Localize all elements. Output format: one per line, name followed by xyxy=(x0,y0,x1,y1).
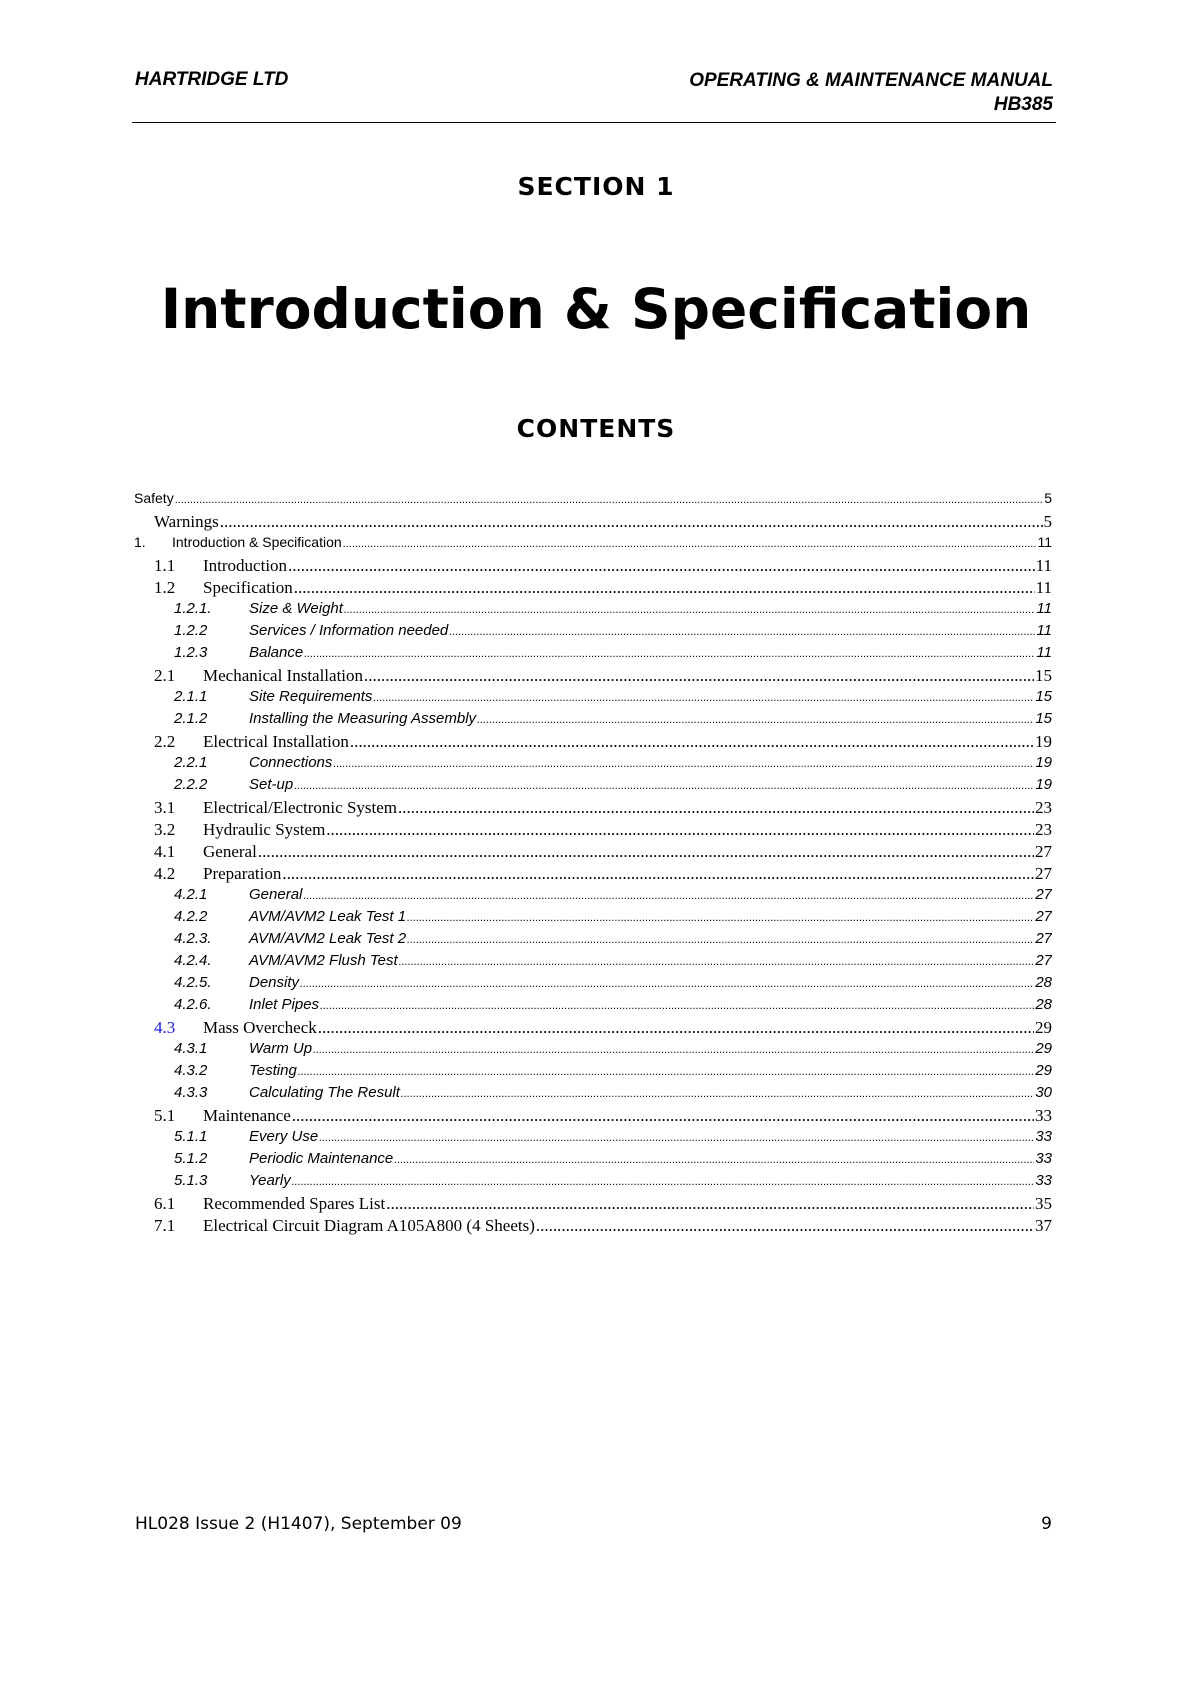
toc-dot-leader xyxy=(292,1172,1035,1189)
toc-entry-number: 4.3.2 xyxy=(174,1062,208,1079)
toc-entry-label: Testing xyxy=(249,1062,297,1079)
toc-entry-page: 27 xyxy=(1035,908,1052,925)
toc-dot-leader xyxy=(294,776,1034,793)
toc-entry[interactable] xyxy=(134,622,1052,644)
toc-entry-number: 4.2.4. xyxy=(174,952,212,969)
toc-entry[interactable] xyxy=(134,710,1052,732)
toc-entry[interactable] xyxy=(134,578,1052,600)
toc-entry-label: Hydraulic System xyxy=(203,820,326,839)
toc-entry-number: 1.2.2 xyxy=(174,622,208,639)
toc-dot-leader xyxy=(386,1194,1034,1214)
toc-entry[interactable] xyxy=(134,1128,1052,1150)
toc-entry-page: 37 xyxy=(1035,1216,1052,1235)
toc-entry-page: 33 xyxy=(1035,1150,1052,1167)
toc-entry-label: Inlet Pipes xyxy=(249,996,320,1013)
toc-entry-number: 4.3.1 xyxy=(174,1040,208,1057)
toc-entry-page: 33 xyxy=(1035,1106,1052,1125)
toc-entry-page: 27 xyxy=(1035,842,1052,861)
toc-entry[interactable] xyxy=(134,1062,1052,1084)
toc-entry-number: 2.2.1 xyxy=(174,754,208,771)
toc-dot-leader xyxy=(320,996,1034,1013)
footer-document-id: HL028 Issue 2 (H1407), September 09 xyxy=(135,1514,462,1534)
toc-entry-page: 11 xyxy=(1037,534,1052,550)
contents-heading: CONTENTS xyxy=(516,414,676,443)
toc-entry-page: 29 xyxy=(1035,1062,1052,1079)
toc-entry[interactable] xyxy=(134,490,1052,512)
toc-entry-number: 5.1.1 xyxy=(174,1128,208,1145)
toc-entry-number: 2.1 xyxy=(154,666,176,685)
toc-dot-leader xyxy=(313,1040,1034,1057)
toc-entry-number: 4.2.1 xyxy=(174,886,208,903)
toc-entry-page: 23 xyxy=(1035,820,1052,839)
toc-entry-label: Services / Information needed xyxy=(249,622,449,639)
toc-entry[interactable] xyxy=(134,732,1052,754)
toc-entry-label: Periodic Maintenance xyxy=(249,1150,394,1167)
toc-entry-number: 4.1 xyxy=(154,842,176,861)
toc-dot-leader xyxy=(294,578,1035,598)
toc-entry[interactable] xyxy=(134,534,1052,556)
toc-entry[interactable] xyxy=(134,1106,1052,1128)
toc-entry-label: Mechanical Installation xyxy=(203,666,364,685)
toc-entry-number: 1.2.3 xyxy=(174,644,208,661)
toc-entry-page: 28 xyxy=(1035,974,1052,991)
toc-entry-number: 1. xyxy=(134,534,146,550)
toc-entry-label: Electrical Installation xyxy=(203,732,349,751)
toc-entry[interactable] xyxy=(134,974,1052,996)
toc-entry-number: 7.1 xyxy=(154,1216,176,1235)
toc-entry-label: Introduction & Specification xyxy=(172,534,342,550)
toc-entry[interactable] xyxy=(134,820,1052,842)
toc-entry[interactable] xyxy=(134,1018,1052,1040)
toc-dot-leader xyxy=(407,908,1034,925)
toc-entry-page: 28 xyxy=(1035,996,1052,1013)
toc-entry-page: 11 xyxy=(1036,600,1052,617)
toc-entry[interactable] xyxy=(134,688,1052,710)
toc-entry-number: 4.2.5. xyxy=(174,974,212,991)
toc-entry-label: Electrical/Electronic System xyxy=(203,798,398,817)
toc-entry-label: Set-up xyxy=(249,776,294,793)
toc-entry-number: 4.2.6. xyxy=(174,996,212,1013)
header-manual-title xyxy=(689,69,1053,117)
toc-entry-label: AVM/AVM2 Leak Test 1 xyxy=(249,908,407,925)
toc-entry[interactable] xyxy=(134,776,1052,798)
toc-entry-label: Size & Weight xyxy=(249,600,343,617)
toc-entry[interactable] xyxy=(134,1150,1052,1172)
toc-entry-page: 19 xyxy=(1035,776,1052,793)
toc-entry[interactable] xyxy=(134,996,1052,1018)
toc-entry-number: 5.1 xyxy=(154,1106,176,1125)
toc-entry-page: 33 xyxy=(1035,1172,1052,1189)
toc-entry-page: 27 xyxy=(1035,864,1052,883)
toc-entry-number: 2.1.2 xyxy=(174,710,208,727)
toc-dot-leader xyxy=(258,842,1034,862)
toc-dot-leader xyxy=(326,820,1034,840)
toc-entry[interactable] xyxy=(134,952,1052,974)
toc-dot-leader xyxy=(319,1128,1034,1145)
toc-entry[interactable] xyxy=(134,600,1052,622)
toc-entry-label: Recommended Spares List xyxy=(203,1194,386,1213)
toc-entry-page: 15 xyxy=(1035,666,1052,685)
table-of-contents xyxy=(134,490,1052,1238)
toc-entry[interactable] xyxy=(134,1194,1052,1216)
toc-entry-label: Connections xyxy=(249,754,333,771)
toc-entry-page: 15 xyxy=(1035,710,1052,727)
toc-entry-number: 1.1 xyxy=(154,556,176,575)
toc-entry[interactable] xyxy=(134,556,1052,578)
toc-entry-page: 19 xyxy=(1035,754,1052,771)
toc-entry-number: 3.2 xyxy=(154,820,176,839)
toc-entry-label: Yearly xyxy=(249,1172,291,1189)
toc-entry-number: 4.2.2 xyxy=(174,908,208,925)
toc-entry[interactable] xyxy=(134,512,1052,534)
toc-entry-label: AVM/AVM2 Flush Test xyxy=(249,952,398,969)
toc-dot-leader xyxy=(398,798,1034,818)
toc-entry-number: 6.1 xyxy=(154,1194,176,1213)
toc-entry[interactable] xyxy=(134,1172,1052,1194)
toc-entry-label: Safety xyxy=(134,490,174,506)
toc-entry[interactable] xyxy=(134,864,1052,886)
toc-dot-leader xyxy=(333,754,1034,771)
toc-entry-number: 2.2.2 xyxy=(174,776,208,793)
toc-dot-leader xyxy=(304,644,1035,661)
toc-entry-number: 5.1.2 xyxy=(174,1150,208,1167)
toc-dot-leader xyxy=(399,952,1035,969)
toc-entry[interactable] xyxy=(134,908,1052,930)
toc-entry-number: 2.2 xyxy=(154,732,176,751)
toc-entry-number: 1.2.1. xyxy=(174,600,212,617)
toc-entry-number: 4.3.3 xyxy=(174,1084,208,1101)
toc-entry-label: Every Use xyxy=(249,1128,319,1145)
toc-entry-page: 27 xyxy=(1035,952,1052,969)
toc-dot-leader xyxy=(344,600,1035,617)
toc-dot-leader xyxy=(394,1150,1034,1167)
toc-entry-label: Site Requirements xyxy=(249,688,373,705)
toc-dot-leader xyxy=(288,556,1035,576)
toc-entry[interactable] xyxy=(134,754,1052,776)
toc-dot-leader xyxy=(175,490,1044,506)
toc-entry[interactable] xyxy=(134,1216,1052,1238)
toc-dot-leader xyxy=(282,864,1034,884)
toc-entry[interactable] xyxy=(134,1040,1052,1062)
toc-entry-page: 11 xyxy=(1036,644,1052,661)
toc-entry-page: 15 xyxy=(1035,688,1052,705)
toc-dot-leader xyxy=(401,1084,1034,1101)
toc-entry[interactable] xyxy=(134,666,1052,688)
toc-dot-leader xyxy=(364,666,1034,686)
header-model: HB385 xyxy=(993,94,1053,115)
toc-dot-leader xyxy=(407,930,1034,947)
toc-entry-page: 23 xyxy=(1035,798,1052,817)
toc-entry-label: Mass Overcheck xyxy=(203,1018,317,1037)
toc-entry-label: Specification xyxy=(203,578,293,597)
toc-entry-label: Maintenance xyxy=(203,1106,291,1125)
toc-entry-page: 11 xyxy=(1036,622,1052,639)
toc-entry-page: 27 xyxy=(1035,930,1052,947)
footer-page-number: 9 xyxy=(1041,1514,1052,1534)
toc-entry[interactable] xyxy=(134,644,1052,666)
toc-dot-leader xyxy=(350,732,1034,752)
toc-entry-number: 3.1 xyxy=(154,798,176,817)
toc-dot-leader xyxy=(300,974,1034,991)
toc-dot-leader xyxy=(292,1106,1034,1126)
toc-entry-page: 19 xyxy=(1035,732,1052,751)
toc-entry-page: 11 xyxy=(1035,556,1052,575)
toc-dot-leader xyxy=(318,1018,1034,1038)
toc-entry-label: General xyxy=(203,842,257,861)
toc-entry-page: 5 xyxy=(1043,512,1052,531)
toc-entry-page: 5 xyxy=(1044,490,1052,506)
toc-entry-label: Introduction xyxy=(203,556,288,575)
toc-entry-page: 35 xyxy=(1035,1194,1052,1213)
toc-entry[interactable] xyxy=(134,798,1052,820)
toc-entry-number: 4.3 xyxy=(154,1018,176,1037)
header-divider xyxy=(132,122,1056,123)
toc-entry-label: Warnings xyxy=(154,512,219,531)
section-label: SECTION 1 xyxy=(517,172,675,201)
toc-dot-leader xyxy=(449,622,1035,639)
toc-entry-label: Preparation xyxy=(203,864,282,883)
toc-entry-number: 1.2 xyxy=(154,578,176,597)
toc-entry-page: 11 xyxy=(1035,578,1052,597)
toc-entry[interactable] xyxy=(134,886,1052,908)
toc-entry[interactable] xyxy=(134,1084,1052,1106)
toc-dot-leader xyxy=(298,1062,1035,1079)
toc-entry-label: Balance xyxy=(249,644,304,661)
toc-entry-page: 30 xyxy=(1035,1084,1052,1101)
toc-entry-label: Calculating The Result xyxy=(249,1084,400,1101)
toc-dot-leader xyxy=(343,534,1037,550)
header-manual-name: OPERATING & MAINTENANCE MANUAL xyxy=(689,70,1053,91)
toc-entry-number: 4.2 xyxy=(154,864,176,883)
toc-entry[interactable] xyxy=(134,930,1052,952)
toc-entry[interactable] xyxy=(134,842,1052,864)
toc-entry-number: 4.2.3. xyxy=(174,930,212,947)
toc-dot-leader xyxy=(477,710,1034,727)
toc-entry-label: Warm Up xyxy=(249,1040,313,1057)
toc-entry-page: 29 xyxy=(1035,1040,1052,1057)
header-company: HARTRIDGE LTD xyxy=(135,69,289,90)
toc-entry-label: General xyxy=(249,886,303,903)
toc-entry-number: 5.1.3 xyxy=(174,1172,208,1189)
page-title: Introduction & Specification xyxy=(160,277,1032,341)
toc-entry-label: Installing the Measuring Assembly xyxy=(249,710,477,727)
toc-dot-leader xyxy=(220,512,1043,532)
toc-entry-number: 2.1.1 xyxy=(174,688,208,705)
toc-entry-page: 27 xyxy=(1035,886,1052,903)
toc-entry-label: Electrical Circuit Diagram A105A800 (4 Sheets) xyxy=(203,1216,535,1235)
toc-entry-page: 33 xyxy=(1035,1128,1052,1145)
toc-dot-leader xyxy=(536,1216,1034,1236)
toc-dot-leader xyxy=(373,688,1034,705)
toc-entry-label: Density xyxy=(249,974,300,991)
toc-entry-page: 29 xyxy=(1035,1018,1052,1037)
toc-dot-leader xyxy=(303,886,1034,903)
toc-entry-label: AVM/AVM2 Leak Test 2 xyxy=(249,930,407,947)
